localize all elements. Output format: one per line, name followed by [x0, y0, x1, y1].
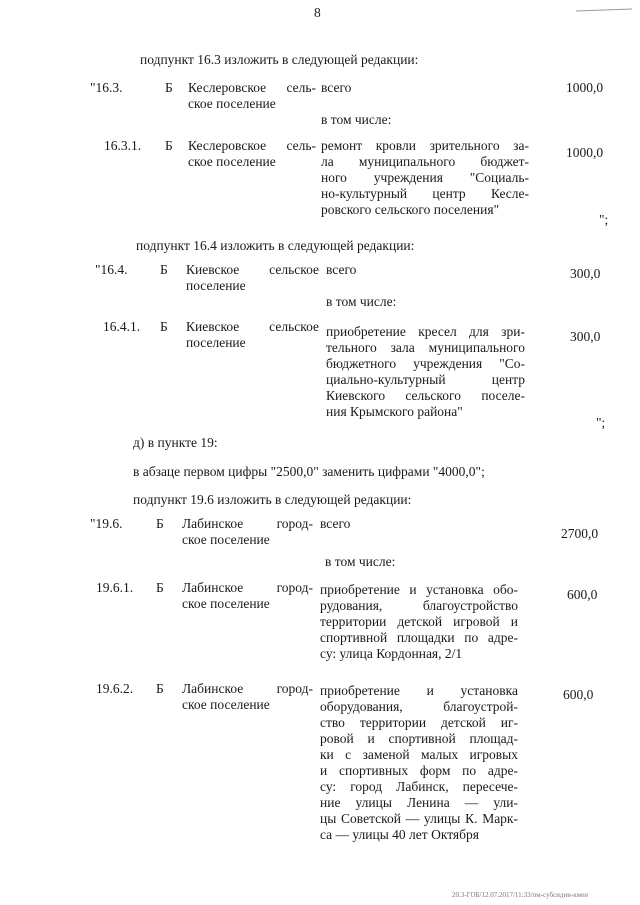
- replacement-paragraph: в абзаце первом цифры "2500,0" заменить цифрами "4000,0";: [133, 464, 485, 479]
- row-value: 600,0: [563, 687, 594, 702]
- row-letter: Б: [160, 319, 168, 334]
- scan-mark: [574, 5, 634, 15]
- row-description: приобретение кресел для зри- тельного зала муниципального бюджетного учреждения "Со- циально-культурный центр Киевского сельского поселе- ния Крымского района": [326, 324, 525, 419]
- row-letter: Б: [160, 262, 168, 277]
- row-value: 300,0: [570, 329, 601, 344]
- row-description: всего: [320, 516, 351, 531]
- row-letter: Б: [156, 580, 164, 595]
- row-value: 1000,0: [566, 80, 604, 95]
- item-d-heading: д) в пункте 19:: [133, 435, 218, 450]
- row-number: 16.3.1.: [104, 138, 142, 153]
- settlement-name: Кеслеровское сель- ское поселение: [188, 80, 316, 111]
- row-description: приобретение и установка обо- рудования, благоустройство территории детской игровой и спортивной площадки по адре- су: улица Кордонная, 2/1: [320, 582, 518, 661]
- row-letter: Б: [165, 80, 173, 95]
- closing-quote: ";: [599, 212, 609, 227]
- subpoint-16-3-intro: подпункт 16.3 изложить в следующей редакции:: [140, 52, 419, 67]
- closing-quote: ";: [596, 415, 606, 430]
- row-value: 2700,0: [561, 526, 599, 541]
- subpoint-19-6-intro: подпункт 19.6 изложить в следующей редакции:: [133, 492, 412, 507]
- row-letter: Б: [165, 138, 173, 153]
- subpoint-16-4-intro: подпункт 16.4 изложить в следующей редакции:: [136, 238, 415, 253]
- row-description: ремонт кровли зрительного за- ла муниципального бюджет- ного учреждения "Социаль- но-культурный центр Кесле- ровского сельского поселения": [321, 138, 529, 217]
- row-value: 600,0: [567, 587, 598, 602]
- row-number: 19.6.1.: [96, 580, 134, 595]
- row-value: 1000,0: [566, 145, 604, 160]
- row-letter: Б: [156, 516, 164, 531]
- row-number: 19.6.2.: [96, 681, 134, 696]
- settlement-name: Лабинское город- ское поселение: [182, 580, 313, 611]
- including-label: в том числе:: [321, 112, 392, 127]
- row-number: "16.3.: [90, 80, 123, 95]
- including-label: в том числе:: [326, 294, 397, 309]
- including-label: в том числе:: [325, 554, 396, 569]
- row-letter: Б: [156, 681, 164, 696]
- page-number: 8: [314, 5, 321, 20]
- row-description: приобретение и установка оборудования, благоустрой- ство территории детской иг- ровой и спортивной площад- ки с заменой малых игровых и спортивных форм по адре- су: город Лабинск, пересече- ние улицы Ленина — ули- цы Советской — улицы К. Марк- са — улицы 40 лет Октября: [320, 683, 518, 842]
- row-description: всего: [321, 80, 352, 95]
- settlement-name: Лабинское город- ское поселение: [182, 681, 313, 712]
- row-value: 300,0: [570, 266, 601, 281]
- settlement-name: Лабинское город- ское поселение: [182, 516, 313, 547]
- row-description: всего: [326, 262, 357, 277]
- row-number: 16.4.1.: [103, 319, 141, 334]
- row-number: "19.6.: [90, 516, 123, 531]
- settlement-name: Киевское сельское поселение: [186, 262, 319, 293]
- footer-stamp: 20.3-ГОБ/12.07.2017/11:33/пм-субсидии-кмен: [452, 891, 588, 899]
- row-number: "16.4.: [95, 262, 128, 277]
- settlement-name: Кеслеровское сель- ское поселение: [188, 138, 316, 169]
- settlement-name: Киевское сельское поселение: [186, 319, 319, 350]
